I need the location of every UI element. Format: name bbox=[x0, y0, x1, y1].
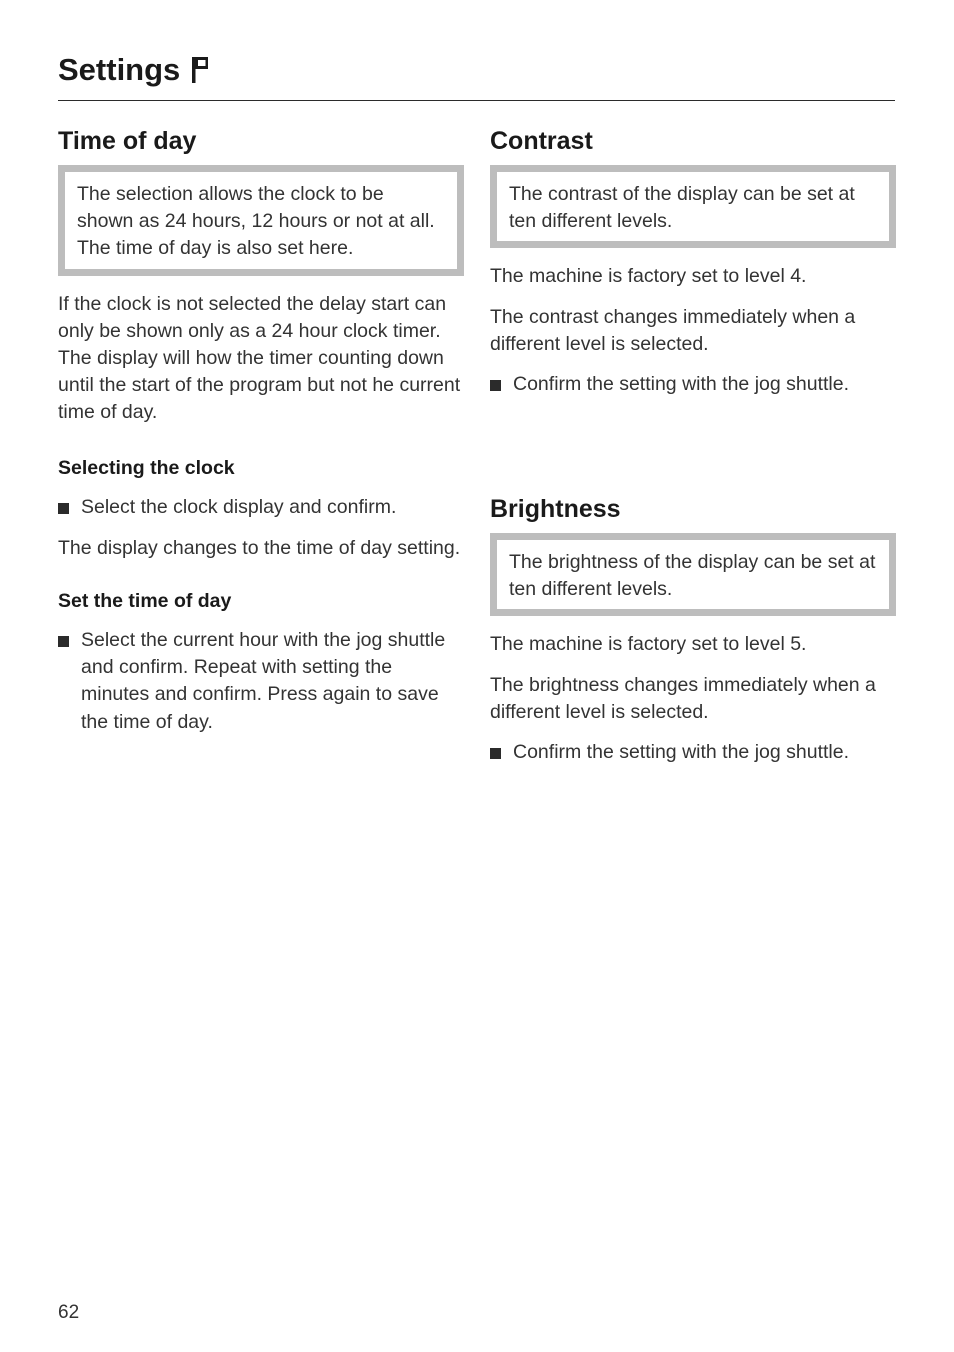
contrast-heading: Contrast bbox=[490, 127, 593, 155]
contrast-info-box: The contrast of the display can be set at ten different levels. bbox=[490, 165, 896, 248]
contrast-step-text: Confirm the setting with the jog shuttle. bbox=[513, 373, 850, 396]
contrast-change-text: The contrast changes immediately when a different level is selected. bbox=[490, 305, 856, 355]
set-time-step bbox=[58, 627, 464, 736]
bullet-square-icon bbox=[490, 739, 513, 766]
selecting-clock-result: The display changes to the time of day setting. bbox=[58, 536, 461, 559]
bullet-square-icon bbox=[58, 627, 81, 736]
brightness-info-box: The brightness of the display can be set at ten different levels. bbox=[490, 533, 896, 616]
contrast-section bbox=[490, 124, 896, 398]
time-of-day-intro: If the clock is not selected the delay start can only be shown only as a 24 hour clock timer. The display will how the timer counting down until the start of the program but not he current time of day. bbox=[58, 292, 461, 424]
page-title bbox=[58, 50, 210, 90]
bullet-square-icon bbox=[58, 494, 81, 521]
flag-icon bbox=[190, 55, 210, 85]
contrast-factory-text: The machine is factory set to level 4. bbox=[490, 265, 807, 288]
time-of-day-info-box: The selection allows the clock to be shown as 24 hours, 12 hours or not at all. The time of day is also set here. bbox=[58, 165, 464, 276]
brightness-heading: Brightness bbox=[490, 495, 621, 523]
selecting-clock-heading: Selecting the clock bbox=[58, 456, 235, 479]
brightness-step bbox=[490, 739, 896, 766]
time-of-day-heading: Time of day bbox=[58, 127, 197, 155]
selecting-clock-step-text: Select the clock display and confirm. bbox=[81, 495, 397, 518]
time-of-day-section bbox=[58, 124, 464, 736]
page-number: 62 bbox=[58, 1302, 80, 1323]
brightness-section bbox=[490, 492, 896, 766]
header-divider bbox=[58, 100, 895, 101]
brightness-step-text: Confirm the setting with the jog shuttle. bbox=[513, 741, 850, 764]
set-time-step-text: Select the current hour with the jog shuttle and confirm. Repeat with setting the minutes and confirm. Press again to save the time of day. bbox=[81, 629, 446, 733]
bullet-square-icon bbox=[490, 371, 513, 398]
set-time-heading: Set the time of day bbox=[58, 590, 232, 613]
page-title-text: Settings bbox=[58, 52, 181, 87]
brightness-change-text: The brightness changes immediately when a different level is selected. bbox=[490, 673, 876, 723]
selecting-clock-step bbox=[58, 494, 464, 521]
brightness-factory-text: The machine is factory set to level 5. bbox=[490, 633, 807, 656]
contrast-step bbox=[490, 371, 896, 398]
